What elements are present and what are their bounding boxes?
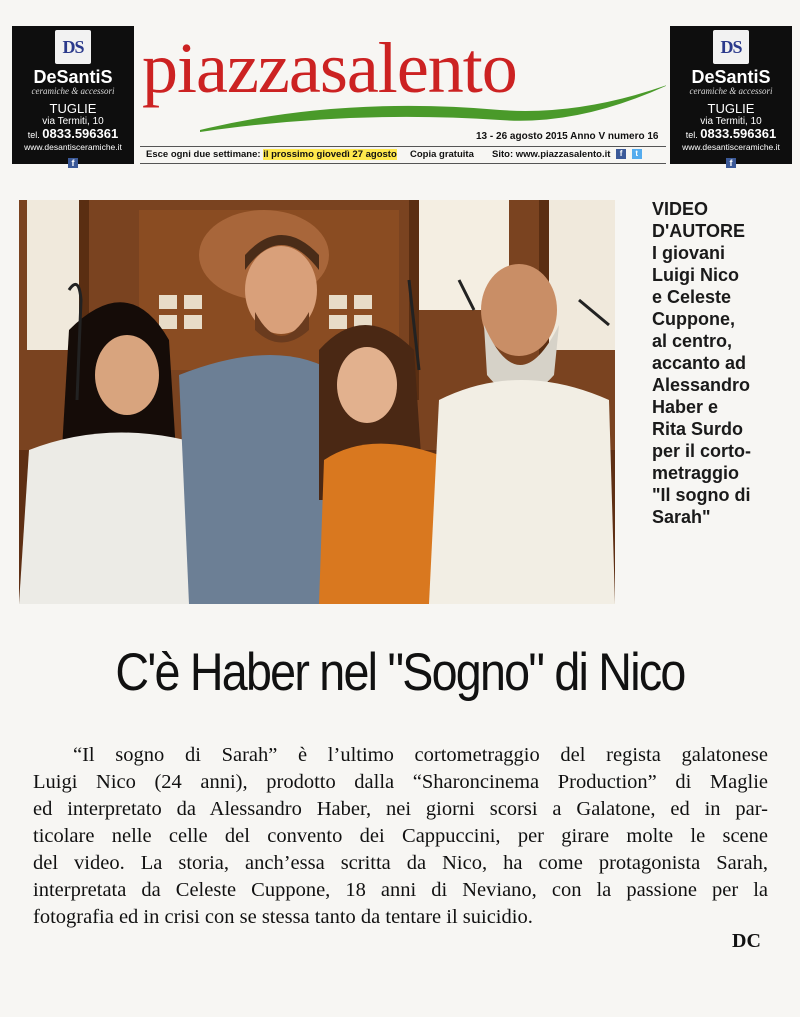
facebook-icon: f [68,158,78,168]
caption-line: Haber e [652,397,719,417]
ad-tagline: ceramiche & accessori [689,86,773,96]
facebook-icon: f [616,149,626,159]
masthead-title: piazzasalento [142,28,517,108]
article-line: Luigi Nico (24 anni), prodotto dalla “Sharoncinema Production” di Maglie [33,771,768,793]
article-line: ed interpretato da Alessandro Haber, nei giorni scorsi a Galatone, ed in par- [33,798,768,820]
photo-caption [652,198,792,528]
caption-line: metraggio [652,463,740,483]
photo-illustration [19,200,615,604]
desantis-logo: DS [713,30,749,64]
ad-desantis-left [12,26,134,168]
caption-line: e Celeste [652,287,732,307]
article-body [33,742,768,931]
ad-street: via Termiti, 10 [42,116,104,127]
caption-line: al centro, [652,331,733,351]
caption-line: Sarah" [652,507,711,527]
masthead [140,14,666,164]
caption-line: Rita Surdo [652,419,744,439]
article-photo [19,200,615,604]
ad-phone: tel. 0833.596361 [27,126,119,141]
ad-street: via Termiti, 10 [700,116,762,127]
next-issue: il prossimo giovedì 27 agosto [263,149,397,160]
ad-phone: tel. 0833.596361 [685,126,777,141]
article-signature: DC [732,930,761,952]
article-line: interpretata da Celeste Cuppone, 18 anni di Neviano, con la passione per la [33,879,768,901]
caption-line: Alessandro [652,375,751,395]
facebook-icon: f [726,158,736,168]
publication-frequency: Esce ogni due settimane: il prossimo giovedì 27 agosto [146,149,397,160]
ad-tagline: ceramiche & accessori [31,86,115,96]
ad-brand: DeSantiS [33,67,113,87]
article-line: fotografia ed in crisi con se stessa tanto da tentare il suicidio. [33,906,533,928]
website-label: Sito: www.piazzasalento.it f t [492,147,642,163]
ad-website: www.desantisceramiche.it [682,142,780,152]
article-headline: C'è Haber nel "Sogno" di Nico [115,643,685,702]
caption-line: Luigi Nico [652,265,739,285]
masthead-info-strip [140,146,666,164]
ad-town: TUGLIE [707,101,755,116]
article-line: ticolare nelle celle del convento dei Cappuccini, per girare molte le scene [33,825,768,847]
issue-date: 13 - 26 agosto 2015 Anno V numero 16 [476,131,659,142]
caption-line: "Il sogno di [652,485,751,505]
ad-desantis-right [670,26,792,168]
free-copy-label: Copia gratuita [410,149,474,160]
twitter-icon: t [632,149,642,159]
ad-website: www.desantisceramiche.it [24,142,122,152]
article-line: del video. La storia, anch’essa scritta da Nico, ha come protagonista Sarah, [33,852,768,874]
caption-line: Cuppone, [652,309,735,329]
ad-brand: DeSantiS [691,67,771,87]
caption-line: D'AUTORE [652,221,745,241]
caption-line: accanto ad [652,353,747,373]
caption-line: per il corto- [652,441,752,461]
desantis-logo: DS [55,30,91,64]
caption-line: VIDEO [652,199,709,219]
article-line: “Il sogno di Sarah” è l’ultimo cortometraggio del regista galatonese [73,744,768,766]
caption-line: I giovani [652,243,726,263]
ad-town: TUGLIE [49,101,97,116]
